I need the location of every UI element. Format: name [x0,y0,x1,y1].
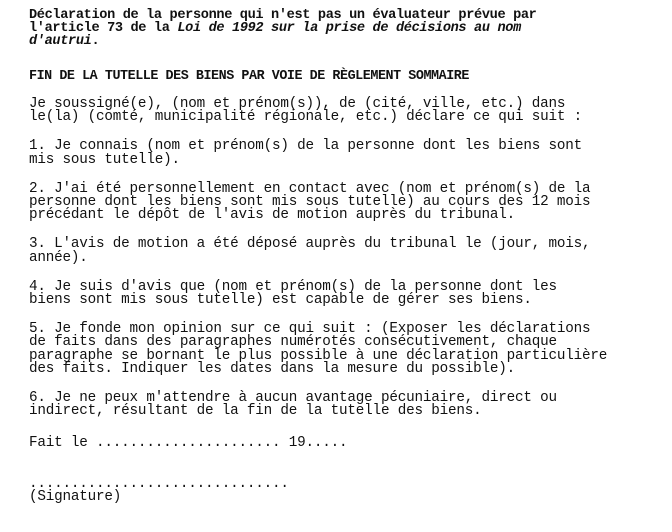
heading-text-end: . [91,34,100,49]
section-subtitle: FIN DE LA TUTELLE DES BIENS PAR VOIE DE RÈGLEMENT SOMMAIRE [29,69,469,84]
signature-line: ............................... [29,475,289,492]
numbered-paragraph-1: 1. Je connais (nom et prénom(s) de la personne dont les biens sont mis sous tutelle). [29,138,583,168]
numbered-paragraph-5: 5. Je fonde mon opinion sur ce qui suit : (Exposer les déclarations de faits dans des paragraphes numérotés consécutivement, chaque paragraphe se bornant le plus possible à une déclaration particulière des faits. Indiquer les dates dans la mesure du possible). [29,321,608,377]
numbered-paragraph-6: 6. Je ne peux m'attendre à aucun avantage pécuniaire, direct ou indirect, résultant de la fin de la tutelle des biens. [29,390,557,420]
intro-paragraph: Je soussigné(e), (nom et prénom(s)), de (cité, ville, etc.) dans le(la) (comté, municipalité régionale, etc.) déclare ce qui suit : [29,96,583,126]
declaration-document [29,9,659,504]
numbered-paragraph-2: 2. J'ai été personnellement en contact avec (nom et prénom(s) de la personne dont les biens sont mis sous tutelle) au cours des 12 mois précédant le dépôt de l'avis de motion auprès du tribunal. [29,180,591,224]
numbered-paragraph-3: 3. L'avis de motion a été déposé auprès du tribunal le (jour, mois, année). [29,236,591,266]
heading-law-reference: Loi de 1992 sur la prise de décisions au nom d'autrui [29,21,521,49]
numbered-paragraph-4: 4. Je suis d'avis que (nom et prénom(s) de la personne dont les biens sont mis sous tutelle) est capable de gérer ses biens. [29,278,557,309]
signature-label: (Signature) [29,488,122,505]
date-line: Fait le ...................... 19..... [29,435,348,452]
heading-text-part1: Déclaration de la personne qui n'est pas un évaluateur prévue par l'article 73 de la [29,8,537,36]
document-heading [29,9,659,48]
